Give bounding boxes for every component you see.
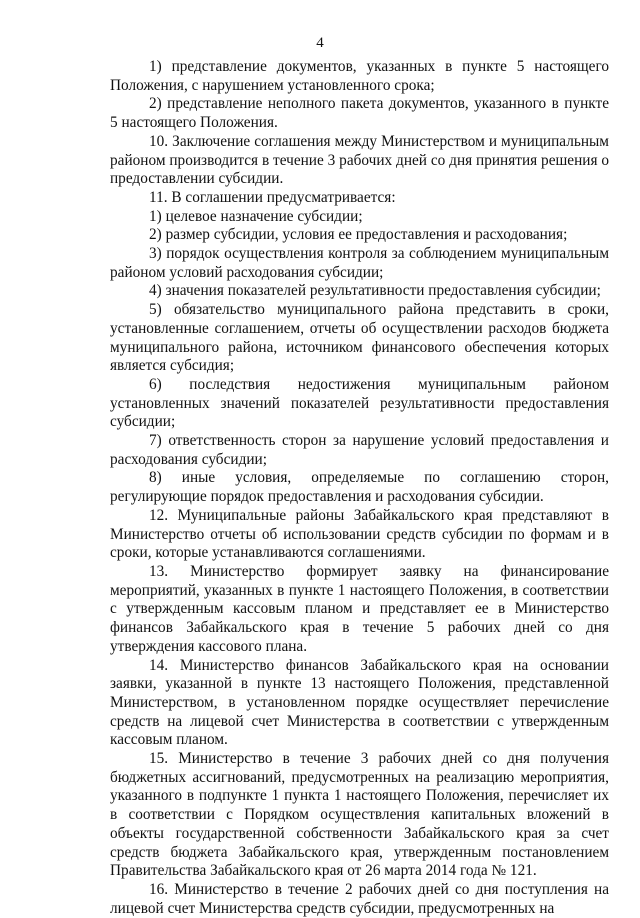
paragraph-11-item-8: 8) иные условия, определяемые по соглашению сторон, регулирующие порядок предоставления и расходования субсидии. [110, 469, 609, 506]
paragraph-14: 14. Министерство финансов Забайкальского края на основании заявки, указанной в пункте 13 настоящего Положения, представленной Министерством, в установленном порядке осуществляет перечисление средств на лицевой счет Министерства в соответствии с утвержденным кассовым планом. [110, 656, 609, 749]
paragraph-11-item-4: 4) значения показателей результативности предоставления субсидии; [149, 282, 601, 300]
paragraph-clause-2: 2) представление неполного пакета документов, указанного в пункте 5 настоящего Положения. [110, 95, 609, 132]
paragraph-11-item-1: 1) целевое назначение субсидии; [149, 207, 363, 225]
paragraph-11-item-6: 6) последствия недостижения муниципальным районом установленных значений показателей результативности предоставления субсидии; [110, 375, 609, 431]
paragraph-11-item-7: 7) ответственность сторон за нарушение условий предоставления и расходования субсидии; [110, 432, 609, 468]
document-body [110, 58, 609, 918]
paragraph-15: 15. Министерство в течение 3 рабочих дней со дня получения бюджетных ассигнований, предусмотренных на реализацию мероприятия, указанного в подпункте 1 пункта 1 настоящего Положения, перечисляет их в соответствии с Порядком осуществления капитальных вложений в объекты государственной собственности Забайкальского края за счет средств бюджета Забайкальского края, утвержденным постановлением Правительства Забайкальского края от 26 марта 2014 года № 121. [110, 750, 609, 880]
paragraph-clause-1: 1) представление документов, указанных в пункте 5 настоящего Положения, с нарушением установленного срока; [110, 58, 609, 94]
page-number: 4 [316, 35, 324, 51]
paragraph-10: 10. Заключение соглашения между Министерством и муниципальным районом производится в течение 3 рабочих дней со дня принятия решения о предоставлении субсидии. [110, 132, 609, 188]
paragraph-11-item-5: 5) обязательство муниципального района представить в сроки, установленные соглашением, отчеты об осуществлении расходов бюджета муниципального района, источником финансового обеспечения которых является субсидия; [110, 301, 609, 375]
paragraph-16: 16. Министерство в течение 2 рабочих дней со дня поступления на лицевой счет Министерства средств субсидии, предусмотренных на [110, 880, 609, 917]
paragraph-11: 11. В соглашении предусматривается: [149, 188, 396, 206]
paragraph-12: 12. Муниципальные районы Забайкальского края представляют в Министерство отчеты об использовании средств субсидии по формам и в сроки, которые устанавливаются соглашениями. [110, 506, 609, 562]
paragraph-13: 13. Министерство формирует заявку на финансирование мероприятий, указанных в пункте 1 настоящего Положения, в соответствии с утвержденным кассовым планом и представляет ее в Министерство финансов Забайкальского края в течение 5 рабочих дней со дня утверждения кассового плана. [110, 562, 609, 655]
paragraph-11-item-3: 3) порядок осуществления контроля за соблюдением муниципальным районом условий расходования субсидии; [110, 245, 609, 281]
paragraph-11-item-2: 2) размер субсидии, условия ее предоставления и расходования; [149, 226, 568, 244]
